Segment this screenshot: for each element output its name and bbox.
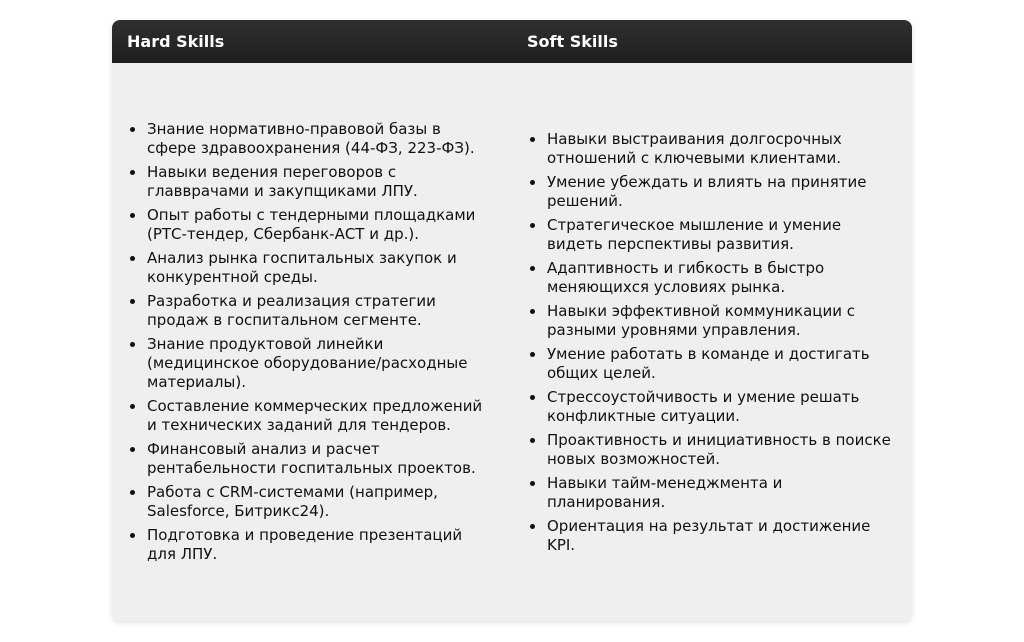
bullet-icon	[130, 127, 135, 132]
list-item-text: Подготовка и проведение презентаций для ЛПУ.	[147, 526, 463, 563]
list-item-text: Анализ рынка госпитальных закупок и конкурентной среды.	[147, 249, 457, 286]
table-header	[112, 20, 912, 63]
bullet-icon	[530, 481, 535, 486]
list-item-text: Знание нормативно-правовой базы в сфере здравоохранения (44-ФЗ, 223-ФЗ).	[147, 120, 475, 157]
list-item-text: Адаптивность и гибкость в быстро меняющихся условиях рынка.	[547, 258, 825, 296]
bullet-icon	[530, 266, 535, 271]
hard-skills-column	[112, 120, 512, 564]
bullet-icon	[130, 213, 135, 218]
list-item	[527, 517, 894, 555]
list-item	[127, 206, 494, 244]
soft-skills-header: Soft Skills	[527, 32, 618, 51]
list-item-text: Умение работать в команде и достигать общих целей.	[547, 344, 870, 382]
list-item	[127, 120, 494, 158]
list-item-text: Ориентация на результат и достижение KPI.	[547, 516, 871, 554]
list-item	[127, 249, 494, 287]
list-item-text: Стратегическое мышление и умение видеть перспективы развития.	[547, 215, 842, 253]
list-item	[127, 335, 494, 392]
list-item-text: Стрессоустойчивость и умение решать конфликтные ситуации.	[547, 387, 860, 425]
list-item-text: Опыт работы с тендерными площадками (РТС-тендер, Сбербанк-АСТ и др.).	[147, 206, 476, 243]
list-item-text: Составление коммерческих предложений и технических заданий для тендеров.	[147, 397, 483, 434]
hard-skills-header: Hard Skills	[127, 32, 225, 51]
list-item-text: Навыки тайм-менеджмента и планирования.	[547, 473, 783, 511]
bullet-icon	[130, 299, 135, 304]
bullet-icon	[530, 438, 535, 443]
list-item	[527, 259, 894, 297]
list-item-text: Финансовый анализ и расчет рентабельности госпитальных проектов.	[147, 440, 476, 477]
bullet-icon	[530, 309, 535, 314]
bullet-icon	[130, 447, 135, 452]
list-item-text: Проактивность и инициативность в поиске новых возможностей.	[547, 430, 891, 468]
bullet-icon	[530, 524, 535, 529]
list-item	[127, 397, 494, 435]
bullet-icon	[130, 170, 135, 175]
bullet-icon	[130, 404, 135, 409]
list-item	[127, 292, 494, 330]
table-body	[112, 63, 912, 621]
list-item	[527, 431, 894, 469]
bullet-icon	[530, 137, 535, 142]
hard-skills-list	[127, 120, 494, 564]
list-item	[527, 173, 894, 211]
soft-skills-column	[512, 130, 912, 555]
soft-skills-list	[527, 130, 894, 555]
bullet-icon	[530, 180, 535, 185]
bullet-icon	[130, 342, 135, 347]
skills-table	[112, 20, 912, 621]
list-item	[527, 345, 894, 383]
list-item	[527, 302, 894, 340]
list-item-text: Навыки выстраивания долгосрочных отношений с ключевыми клиентами.	[547, 129, 842, 167]
bullet-icon	[130, 490, 135, 495]
bullet-icon	[530, 395, 535, 400]
list-item-text: Навыки ведения переговоров с главврачами и закупщиками ЛПУ.	[147, 163, 418, 200]
list-item-text: Навыки эффективной коммуникации с разными уровнями управления.	[547, 301, 856, 339]
list-item-text: Знание продуктовой линейки (медицинское оборудование/расходные материалы).	[147, 335, 468, 391]
list-item-text: Разработка и реализация стратегии продаж в госпитальном сегменте.	[147, 292, 436, 329]
list-item	[527, 216, 894, 254]
list-item	[527, 388, 894, 426]
bullet-icon	[130, 533, 135, 538]
list-item-text: Работа с CRM-системами (например, Salesforce, Битрикс24).	[147, 483, 438, 520]
bullet-icon	[530, 223, 535, 228]
list-item	[127, 483, 494, 521]
list-item	[127, 163, 494, 201]
list-item	[127, 526, 494, 564]
list-item	[527, 130, 894, 168]
list-item	[127, 440, 494, 478]
bullet-icon	[130, 256, 135, 261]
bullet-icon	[530, 352, 535, 357]
list-item-text: Умение убеждать и влиять на принятие решений.	[547, 172, 867, 210]
list-item	[527, 474, 894, 512]
